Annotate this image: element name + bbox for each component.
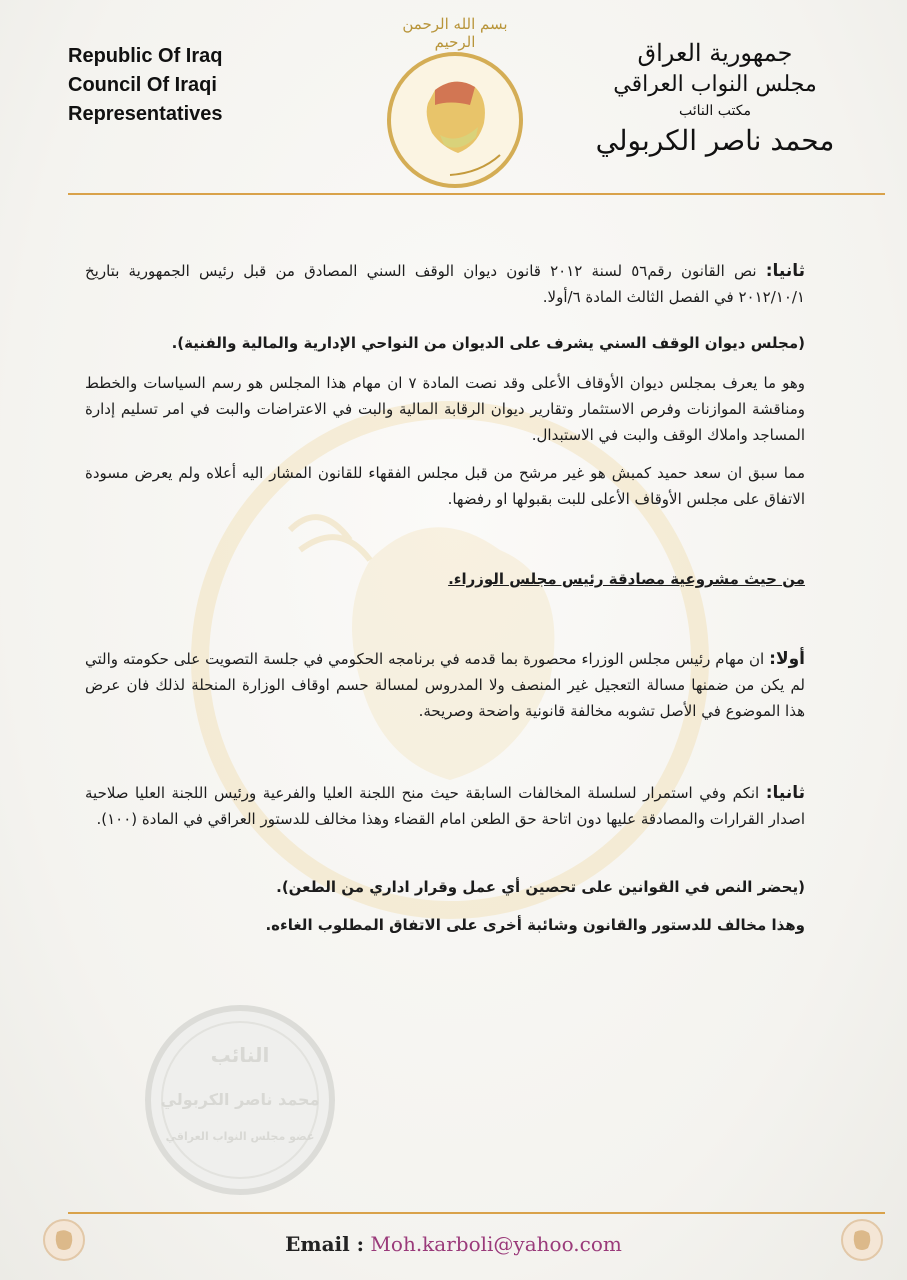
header-ar-line-3: مكتب النائب: [679, 103, 751, 119]
email-label: Email :: [285, 1232, 365, 1256]
emblem-map-icon: [380, 15, 530, 193]
paragraph-8: وهذا مخالف للدستور والقانون وشائبة أخرى على الاتفاق المطلوب الغاءه.: [265, 916, 805, 934]
header-en-line-1: Republic Of Iraq: [68, 45, 223, 67]
paragraph-2: (مجلس ديوان الوقف السني يشرف على الديوان من النواحي الإدارية والمالية والفنية).: [171, 334, 805, 352]
paragraph-5: [85, 646, 805, 724]
header-ar-line-1: جمهورية العراق: [637, 39, 793, 67]
parliament-emblem: [380, 15, 530, 193]
seal-line-1: النائب: [210, 1043, 270, 1067]
paragraph-5-lead: أولا:: [769, 649, 805, 669]
header-divider: [68, 193, 885, 195]
paragraph-6: [85, 780, 805, 832]
header-ar-line-4: محمد ناصر الكربولي: [595, 124, 835, 157]
seal-line-3: عضو مجلس النواب العراقي: [165, 1130, 315, 1143]
paragraph-6-lead: ثانيا:: [765, 783, 805, 803]
paragraph-5-text: ان مهام رئيس مجلس الوزراء محصورة بما قدمه في برنامجه الحكومي في جلسة التصويت على حكومته والتي لم يكن من ضمنها مسالة التعجيل غير المنصف ولا المدروس لمسالة حسم اوقاف الوزارة المنحلة لذلك فان عرض هذا الموضوع في الأصل تشوبه مخالفة قانونية واضحة وصريحة.: [85, 650, 805, 720]
paragraph-6-text: انكم وفي استمرار لسلسلة المخالفات السابقة حيث منح اللجنة العليا والفرعية ورئيس اللجنة العليا صلاحية اصدار القرارات والمصادقة عليها دون اتاحة حق الطعن امام القضاء وهذا مخالف للدستور العراقي في المادة (١٠٠).: [85, 784, 805, 828]
header-arabic: [585, 36, 845, 160]
header-ar-line-2: مجلس النواب العراقي: [613, 72, 817, 97]
paragraph-1-lead: ثانيا:: [765, 261, 805, 281]
email-link[interactable]: Moh.karboli@yahoo.com: [370, 1232, 622, 1256]
seal-line-2: محمد ناصر الكربولي: [160, 1090, 320, 1109]
emblem-basmala: بسم الله الرحمن الرحيم: [402, 15, 508, 51]
paragraph-7: (يحضر النص في القوانين على تحصين أي عمل وقرار اداري من الطعن).: [276, 878, 805, 896]
paragraph-1: [85, 258, 805, 310]
footer-divider: [68, 1212, 885, 1214]
paragraph-1-text: نص القانون رقم٥٦ لسنة ٢٠١٢ قانون ديوان الوقف السني المصادق من قبل رئيس الجمهورية بتاريخ ٢٠١٢/١٠/١ في الفصل الثالث المادة ٦/أولا.: [85, 262, 805, 306]
header-english: [68, 42, 328, 129]
header-en-line-3: Representatives: [68, 103, 223, 125]
section-heading: من حيث مشروعية مصادقة رئيس مجلس الوزراء.: [448, 570, 805, 588]
embossed-seal: [140, 1000, 340, 1200]
header-en-line-2: Council Of Iraqi: [68, 74, 217, 96]
paragraph-4: مما سبق ان سعد حميد كمبش هو غير مرشح من قبل مجلس الفقهاء للقانون المشار اليه أعلاه ولم يعرض مسودة الاتفاق على مجلس الأوقاف الأعلى للبت بقبولها او رفضها.: [85, 464, 805, 508]
paragraph-3: وهو ما يعرف بمجلس ديوان الأوقاف الأعلى وقد نصت المادة ٧ ان مهام هذا المجلس هو رسم السياسات والخطط ومناقشة الموازنات وفرص الاستثمار وتقارير ديوان الرقابة المالية والبت في الاعتراضات والبت في امر تسليم إدارة المساجد واملاك الوقف والبت في الاستبدال.: [85, 374, 806, 444]
footer-contact: [0, 1232, 907, 1256]
